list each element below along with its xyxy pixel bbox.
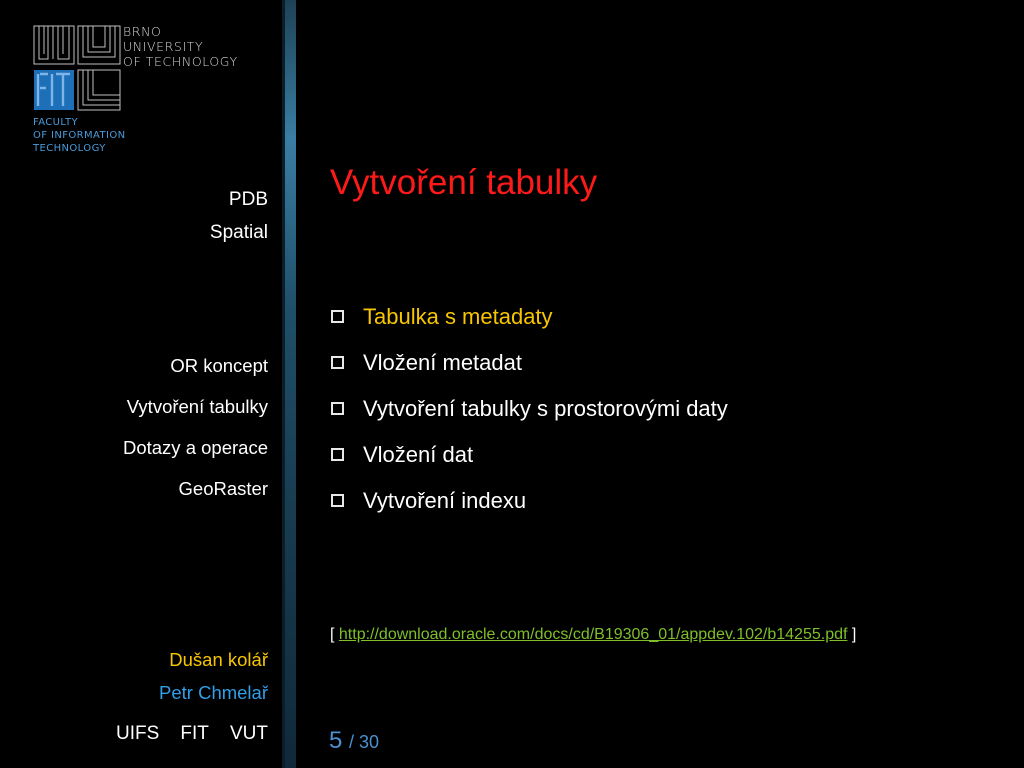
bullet-text: Vytvoření indexu xyxy=(363,488,527,513)
bullet-item xyxy=(331,304,553,330)
reference-open-bracket: [ xyxy=(330,626,335,643)
page-current: 5 xyxy=(329,727,343,754)
bullet-text: Vložení dat xyxy=(363,442,474,467)
bullet-text: Vytvoření tabulky s prostorovými daty xyxy=(363,396,728,421)
sidebar-divider xyxy=(285,0,296,768)
square-bullet-icon xyxy=(331,402,344,415)
university-name: BRNO UNIVERSITY OF TECHNOLOGY xyxy=(123,24,238,69)
slide-title: Vytvoření tabulky xyxy=(330,163,598,202)
sidebar-item-dotazy-a-operace[interactable]: Dotazy a operace xyxy=(122,437,268,458)
footer-labels xyxy=(116,723,268,745)
bullet-text: Tabulka s metadaty xyxy=(363,304,553,329)
reference-close-bracket: ] xyxy=(851,626,857,643)
bullet-item xyxy=(331,488,526,514)
sidebar-item-or-koncept[interactable]: OR koncept xyxy=(170,355,268,376)
page-number xyxy=(329,727,379,755)
reference xyxy=(330,626,856,644)
square-bullet-icon xyxy=(331,448,344,461)
footer-label-fit: FIT xyxy=(180,723,209,744)
bullet-item xyxy=(331,396,728,422)
bullet-item xyxy=(331,350,522,376)
reference-link[interactable]: http://download.oracle.com/docs/cd/B19306_01/appdev.102/b14255.pdf xyxy=(338,626,848,643)
faculty-name: FACULTY OF INFORMATION TECHNOLOGY xyxy=(33,117,126,154)
square-bullet-icon xyxy=(331,356,344,369)
square-bullet-icon xyxy=(331,310,344,323)
course-subtitle: Spatial xyxy=(209,222,268,243)
vut-fit-monogram xyxy=(32,24,122,112)
bullet-text: Vložení metadat xyxy=(363,350,522,375)
bullet-item xyxy=(331,442,473,468)
author-name: Petr Chmelař xyxy=(159,682,268,703)
author-name: Dušan kolář xyxy=(169,649,268,670)
page-total: / 30 xyxy=(349,732,380,752)
sidebar-item-georaster[interactable]: GeoRaster xyxy=(178,478,268,499)
sidebar-item-vytvoreni-tabulky[interactable]: Vytvoření tabulky xyxy=(126,396,268,417)
footer-label-vut: VUT xyxy=(230,723,268,744)
course-title: PDB xyxy=(228,189,268,210)
square-bullet-icon xyxy=(331,494,344,507)
footer-label-uifs: UIFS xyxy=(115,723,160,744)
